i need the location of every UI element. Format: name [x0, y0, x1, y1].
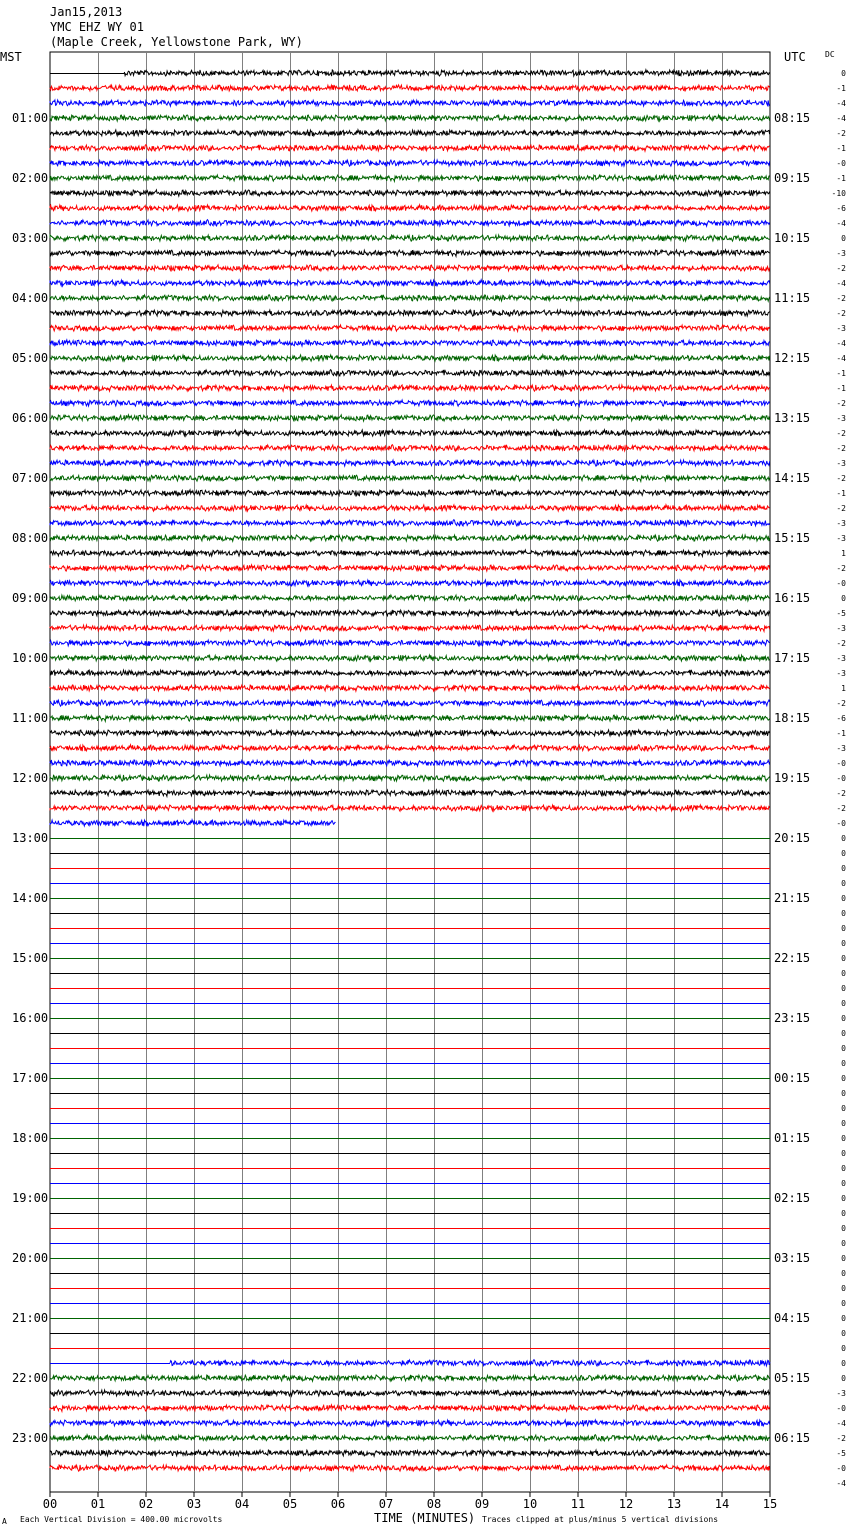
corner-mark: A	[2, 1517, 7, 1526]
x-tick-label: 11	[570, 1497, 586, 1511]
seismic-waveform	[50, 325, 770, 331]
trace-row	[50, 295, 770, 302]
trace-row	[50, 1450, 770, 1456]
trace-row	[50, 670, 770, 677]
trace-row	[50, 445, 770, 452]
dc-offset-value: -4	[836, 354, 846, 363]
trace-row	[50, 310, 770, 316]
trace-row	[50, 505, 770, 512]
dc-offset-value: 0	[841, 1194, 846, 1203]
dc-offset-value: -2	[836, 804, 846, 813]
x-tick-label: 06	[330, 1497, 346, 1511]
dc-offset-value: 0	[841, 69, 846, 78]
utc-hour-label: 23:15	[774, 1011, 811, 1025]
trace-row	[50, 745, 770, 752]
seismic-waveform	[50, 265, 770, 271]
dc-offset-value: -0	[836, 819, 846, 828]
seismic-waveform	[50, 415, 770, 421]
clip-note: Traces clipped at plus/minus 5 vertical divisions	[482, 1515, 719, 1524]
seismic-waveform	[50, 235, 770, 241]
mst-hour-label: 01:00	[12, 111, 49, 125]
mst-hour-label: 19:00	[12, 1191, 49, 1205]
seismic-waveform	[50, 160, 770, 166]
dc-offset-value: 0	[841, 1344, 846, 1353]
dc-offset-value: -2	[836, 789, 846, 798]
trace-row	[50, 1420, 770, 1426]
trace-row	[50, 730, 770, 736]
dc-offset-value: -2	[836, 699, 846, 708]
mst-hour-label: 13:00	[12, 831, 49, 845]
utc-hour-label: 01:15	[774, 1131, 811, 1145]
dc-offset-value: -0	[836, 1404, 846, 1413]
dc-offset-value: 0	[841, 1254, 846, 1263]
dc-offset-value: 0	[841, 954, 846, 963]
trace-row	[50, 775, 770, 781]
mst-hour-labels	[12, 111, 48, 1445]
utc-hour-labels	[774, 111, 810, 1445]
seismic-waveform	[50, 640, 770, 646]
x-tick-label: 12	[618, 1497, 634, 1511]
utc-hour-label: 15:15	[774, 531, 811, 545]
dc-offset-value: -2	[836, 504, 846, 513]
utc-hour-label: 03:15	[774, 1251, 811, 1265]
scale-note: Each Vertical Division = 400.00 microvolts	[20, 1515, 223, 1524]
utc-hour-label: 08:15	[774, 111, 811, 125]
seismic-waveform	[50, 85, 770, 91]
dc-offset-value: 0	[841, 864, 846, 873]
trace-row	[50, 130, 770, 137]
mst-hour-label: 15:00	[12, 951, 49, 965]
utc-hour-label: 20:15	[774, 831, 811, 845]
station-label: YMC EHZ WY 01	[50, 20, 144, 34]
seismic-waveform	[50, 820, 336, 826]
dc-offset-value: 0	[841, 984, 846, 993]
dc-offset-value: -2	[836, 639, 846, 648]
dc-offset-value: -1	[836, 489, 846, 498]
dc-offset-value: 0	[841, 1134, 846, 1143]
dc-offset-value: -4	[836, 1479, 846, 1488]
seismic-waveform	[50, 490, 770, 496]
utc-hour-label: 14:15	[774, 471, 811, 485]
dc-offset-value: -0	[836, 579, 846, 588]
utc-hour-label: 19:15	[774, 771, 811, 785]
seismic-waveform	[50, 220, 770, 227]
seismic-waveform	[50, 595, 770, 602]
dc-offset-value: -2	[836, 264, 846, 273]
utc-hour-label: 11:15	[774, 291, 811, 305]
dc-offset-value: 0	[841, 1089, 846, 1098]
x-tick-label: 05	[282, 1497, 298, 1511]
dc-offset-value: -4	[836, 1419, 846, 1428]
seismic-waveform	[50, 190, 770, 196]
dc-offset-value: -3	[836, 519, 846, 528]
seismic-waveform	[50, 280, 770, 287]
dc-offset-value: 0	[841, 1284, 846, 1293]
utc-hour-label: 02:15	[774, 1191, 811, 1205]
mst-hour-label: 18:00	[12, 1131, 49, 1145]
trace-row	[50, 580, 770, 587]
trace-row	[50, 385, 770, 391]
x-tick-label: 14	[714, 1497, 730, 1511]
trace-row	[50, 715, 770, 721]
x-tick-label: 04	[234, 1497, 250, 1511]
dc-offset-value: 0	[841, 1314, 846, 1323]
seismic-waveform	[50, 610, 770, 616]
x-tick-label: 09	[474, 1497, 490, 1511]
utc-hour-label: 05:15	[774, 1371, 811, 1385]
dc-offset-value: 0	[841, 1164, 846, 1173]
mst-hour-label: 10:00	[12, 651, 49, 665]
dc-offset-value: -2	[836, 1434, 846, 1443]
utc-hour-label: 17:15	[774, 651, 811, 665]
utc-hour-label: 22:15	[774, 951, 811, 965]
dc-column-label: DC	[825, 50, 835, 59]
seismic-waveform	[50, 310, 770, 316]
x-tick-label: 03	[186, 1497, 202, 1511]
dc-offset-value: -2	[836, 444, 846, 453]
seismic-waveform	[50, 670, 770, 677]
dc-offset-column	[832, 69, 847, 1488]
dc-offset-value: -3	[836, 459, 846, 468]
dc-offset-value: -6	[836, 204, 846, 213]
trace-row	[50, 325, 770, 331]
dc-offset-value: -0	[836, 759, 846, 768]
dc-offset-value: -2	[836, 474, 846, 483]
trace-row	[50, 760, 770, 766]
dc-offset-value: 1	[841, 684, 846, 693]
location-label: (Maple Creek, Yellowstone Park, WY)	[50, 35, 303, 49]
seismic-waveform	[50, 295, 770, 302]
seismic-waveform	[50, 370, 770, 377]
trace-row	[50, 235, 770, 241]
dc-offset-value: -3	[836, 1389, 846, 1398]
mst-hour-label: 07:00	[12, 471, 49, 485]
dc-offset-value: -0	[836, 159, 846, 168]
mst-hour-label: 08:00	[12, 531, 49, 545]
mst-hour-label: 03:00	[12, 231, 49, 245]
trace-row	[50, 1405, 770, 1411]
mst-hour-label: 14:00	[12, 891, 49, 905]
dc-offset-value: 0	[841, 1014, 846, 1023]
dc-offset-value: 0	[841, 834, 846, 843]
dc-offset-value: 0	[841, 894, 846, 903]
trace-row	[50, 250, 770, 256]
dc-offset-value: 0	[841, 1074, 846, 1083]
trace-row	[50, 595, 770, 602]
trace-row	[50, 655, 770, 661]
x-tick-label: 00	[42, 1497, 58, 1511]
seismic-waveform	[50, 565, 770, 571]
seismic-waveform	[50, 1450, 770, 1456]
mst-hour-label: 09:00	[12, 591, 49, 605]
x-tick-label: 10	[522, 1497, 538, 1511]
x-tick-label: 15	[762, 1497, 778, 1511]
trace-row	[50, 175, 770, 181]
x-tick-label: 01	[90, 1497, 106, 1511]
dc-offset-value: 0	[841, 1329, 846, 1338]
dc-offset-value: 0	[841, 879, 846, 888]
seismic-waveform	[50, 460, 770, 466]
utc-hour-label: 09:15	[774, 171, 811, 185]
dc-offset-value: -3	[836, 744, 846, 753]
dc-offset-value: -2	[836, 399, 846, 408]
dc-offset-value: -5	[836, 609, 846, 618]
seismic-waveform	[50, 1420, 770, 1426]
seismic-waveform	[50, 385, 770, 391]
seismic-waveform	[50, 730, 770, 736]
seismic-waveform	[50, 685, 770, 691]
seismic-waveform	[50, 145, 770, 152]
trace-row	[50, 85, 770, 91]
trace-row	[50, 805, 770, 811]
utc-hour-label: 04:15	[774, 1311, 811, 1325]
x-axis-ticks	[43, 1492, 777, 1511]
dc-offset-value: 0	[841, 1119, 846, 1128]
dc-offset-value: -1	[836, 84, 846, 93]
trace-row	[50, 475, 770, 481]
dc-offset-value: 0	[841, 924, 846, 933]
utc-hour-label: 12:15	[774, 351, 811, 365]
seismic-waveform	[50, 445, 770, 452]
dc-offset-value: -1	[836, 729, 846, 738]
mst-hour-label: 12:00	[12, 771, 49, 785]
mst-hour-label: 06:00	[12, 411, 49, 425]
trace-row	[50, 355, 770, 362]
seismic-waveform	[50, 700, 770, 706]
seismic-waveform	[50, 205, 770, 212]
dc-offset-value: 0	[841, 999, 846, 1008]
trace-row	[50, 820, 336, 826]
mst-hour-label: 20:00	[12, 1251, 49, 1265]
dc-offset-value: -3	[836, 624, 846, 633]
dc-offset-value: -6	[836, 714, 846, 723]
dc-offset-value: 0	[841, 1224, 846, 1233]
trace-row	[50, 460, 770, 466]
seismic-waveform	[50, 130, 770, 137]
trace-row	[50, 625, 770, 631]
dc-offset-value: -4	[836, 99, 846, 108]
trace-row	[50, 490, 770, 496]
dc-offset-value: -1	[836, 144, 846, 153]
dc-offset-value: 0	[841, 1374, 846, 1383]
trace-row	[50, 640, 770, 646]
seismic-waveform	[50, 340, 770, 346]
dc-offset-value: 0	[841, 594, 846, 603]
trace-row	[50, 370, 770, 377]
dc-offset-value: 0	[841, 969, 846, 978]
dc-offset-value: -4	[836, 219, 846, 228]
utc-hour-label: 21:15	[774, 891, 811, 905]
seismic-traces	[50, 70, 770, 1471]
seismic-waveform	[50, 1390, 770, 1396]
dc-offset-value: 1	[841, 549, 846, 558]
seismic-waveform	[50, 1405, 770, 1411]
trace-row	[50, 190, 770, 196]
seismic-waveform	[50, 1375, 770, 1381]
dc-offset-value: -4	[836, 279, 846, 288]
dc-offset-value: -3	[836, 654, 846, 663]
mst-hour-label: 05:00	[12, 351, 49, 365]
dc-offset-value: 0	[841, 1044, 846, 1053]
dc-offset-value: -1	[836, 174, 846, 183]
mst-hour-label: 23:00	[12, 1431, 49, 1445]
dc-offset-value: -2	[836, 294, 846, 303]
seismic-waveform	[50, 475, 770, 481]
trace-row	[50, 550, 770, 556]
seismic-waveform	[50, 1465, 770, 1471]
trace-row	[50, 415, 770, 421]
dc-offset-value: 0	[841, 909, 846, 918]
dc-offset-value: -4	[836, 114, 846, 123]
dc-offset-value: 0	[841, 1299, 846, 1308]
dc-offset-value: 0	[841, 939, 846, 948]
dc-offset-value: -4	[836, 339, 846, 348]
dc-offset-value: -2	[836, 309, 846, 318]
seismic-waveform	[50, 790, 770, 796]
left-timezone-label: MST	[0, 50, 22, 64]
trace-row	[50, 115, 770, 121]
seismic-waveform	[50, 400, 770, 406]
seismic-waveform	[50, 520, 770, 527]
mst-hour-label: 11:00	[12, 711, 49, 725]
trace-row	[50, 565, 770, 571]
dc-offset-value: 0	[841, 1209, 846, 1218]
seismic-waveform	[170, 1360, 770, 1367]
seismic-waveform	[50, 505, 770, 512]
dc-offset-value: -5	[836, 1449, 846, 1458]
mst-hour-label: 16:00	[12, 1011, 49, 1025]
seismic-waveform	[50, 775, 770, 781]
trace-row	[50, 430, 770, 437]
utc-hour-label: 06:15	[774, 1431, 811, 1445]
right-timezone-label: UTC	[784, 50, 806, 64]
x-tick-label: 13	[666, 1497, 682, 1511]
seismic-waveform	[50, 625, 770, 631]
dc-offset-value: 0	[841, 234, 846, 243]
trace-row	[50, 1465, 770, 1471]
seismic-waveform	[50, 580, 770, 587]
dc-offset-value: -1	[836, 384, 846, 393]
seismic-waveform	[50, 430, 770, 437]
dc-offset-value: -1	[836, 369, 846, 378]
mst-hour-label: 17:00	[12, 1071, 49, 1085]
seismic-waveform	[124, 70, 769, 76]
dc-offset-value: -0	[836, 1464, 846, 1473]
trace-row	[50, 340, 770, 346]
dc-offset-value: 0	[841, 1029, 846, 1038]
dc-offset-value: -2	[836, 429, 846, 438]
seismic-waveform	[50, 655, 770, 661]
trace-row	[50, 610, 770, 616]
dc-offset-value: -2	[836, 564, 846, 573]
dc-offset-value: 0	[841, 1239, 846, 1248]
trace-row	[50, 100, 770, 106]
x-tick-label: 02	[138, 1497, 154, 1511]
trace-row	[50, 145, 770, 152]
seismic-waveform	[50, 805, 770, 811]
seismic-waveform	[50, 1435, 770, 1442]
trace-row	[50, 205, 770, 212]
trace-row	[50, 790, 770, 796]
x-tick-label: 08	[426, 1497, 442, 1511]
seismic-waveform	[50, 175, 770, 181]
dc-offset-value: -3	[836, 534, 846, 543]
dc-offset-value: -3	[836, 324, 846, 333]
seismic-waveform	[50, 715, 770, 721]
trace-row	[50, 520, 770, 527]
seismic-waveform	[50, 745, 770, 752]
dc-offset-value: -2	[836, 129, 846, 138]
trace-row	[50, 1375, 770, 1381]
utc-hour-label: 18:15	[774, 711, 811, 725]
trace-row	[50, 535, 770, 541]
trace-row	[50, 400, 770, 406]
trace-row	[50, 1390, 770, 1396]
utc-hour-label: 16:15	[774, 591, 811, 605]
trace-row	[50, 685, 770, 691]
seismic-waveform	[50, 100, 770, 106]
mst-hour-label: 21:00	[12, 1311, 49, 1325]
dc-offset-value: -10	[831, 189, 846, 198]
trace-row	[50, 265, 770, 271]
dc-offset-value: 0	[841, 1359, 846, 1368]
seismic-waveform	[50, 355, 770, 362]
utc-hour-label: 00:15	[774, 1071, 811, 1085]
utc-hour-label: 13:15	[774, 411, 811, 425]
date-label: Jan15,2013	[50, 5, 123, 19]
dc-offset-value: -0	[836, 774, 846, 783]
seismic-waveform	[50, 535, 770, 541]
trace-row	[50, 70, 770, 76]
mst-hour-label: 04:00	[12, 291, 49, 305]
trace-row	[50, 1360, 770, 1367]
dc-offset-value: 0	[841, 1104, 846, 1113]
seismic-waveform	[50, 115, 770, 121]
dc-offset-value: 0	[841, 1269, 846, 1278]
trace-row	[50, 280, 770, 287]
mst-hour-label: 22:00	[12, 1371, 49, 1385]
x-tick-label: 07	[378, 1497, 394, 1511]
dc-offset-value: 0	[841, 1149, 846, 1158]
seismic-waveform	[50, 550, 770, 556]
trace-row	[50, 700, 770, 706]
dc-offset-value: -3	[836, 414, 846, 423]
dc-offset-value: -3	[836, 249, 846, 258]
trace-row	[50, 220, 770, 227]
dc-offset-value: 0	[841, 1059, 846, 1068]
seismic-waveform	[50, 250, 770, 256]
seismic-waveform	[50, 760, 770, 766]
x-axis-title: TIME (MINUTES)	[374, 1511, 476, 1525]
dc-offset-value: 0	[841, 849, 846, 858]
trace-row	[50, 1435, 770, 1442]
mst-hour-label: 02:00	[12, 171, 49, 185]
trace-row	[50, 160, 770, 166]
dc-offset-value: 0	[841, 1179, 846, 1188]
utc-hour-label: 10:15	[774, 231, 811, 245]
dc-offset-value: -3	[836, 669, 846, 678]
